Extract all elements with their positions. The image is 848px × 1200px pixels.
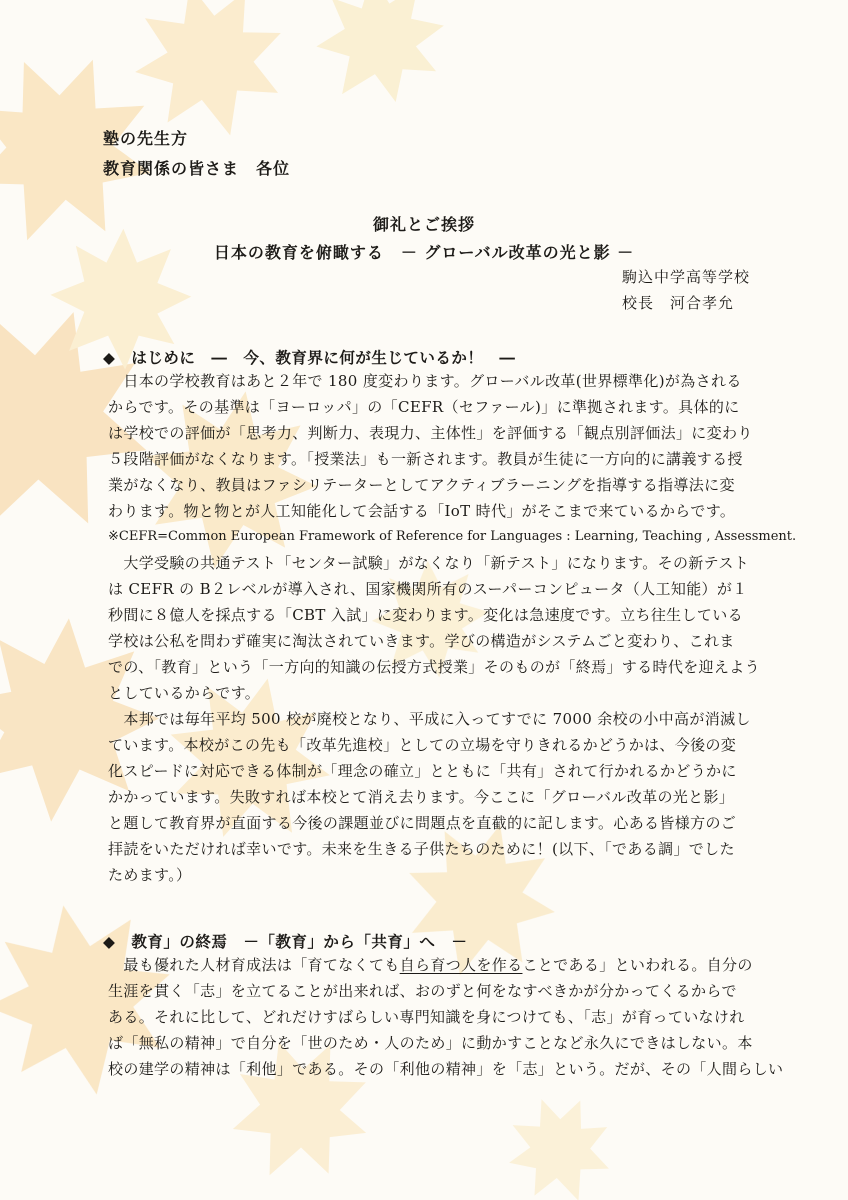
sender-school: 駒込中学高等学校 [622, 268, 751, 286]
addressee-line-1: 塾の先生方 [103, 129, 189, 148]
paragraph-line: 化スピードに対応できる体制が「理念の確立」とともに「共有」されて行かれるかどうかに [108, 762, 737, 780]
paragraph-line: 学校は公私を問わず確実に淘汰されていきます。学びの構造がシステムごと変わり、これま [108, 632, 735, 650]
section-1-heading: ◆ はじめに ― 今、教育界に何が生じているか！ ― [103, 348, 516, 367]
paragraph-line: は学校での評価が「思考力、判断力、表現力、主体性」を評価する「観点別評価法」に変わり [108, 424, 753, 442]
paragraph-line: ためます。） [108, 866, 192, 884]
paragraph-line: としているからです。 [108, 684, 261, 702]
text-segment: 最も優れた人材育成法は「育てなくても [108, 956, 400, 974]
document-subtitle: 日本の教育を俯瞰する － グローバル改革の光と影 － [213, 243, 635, 262]
paragraph-line: かかっています。失敗すれば本校とて消え去ります。今ここに「グローバル改革の光と影」 [108, 788, 735, 806]
paragraph-line: ５段階評価がなくなります。「授業法」も一新されます。教員が生徒に一方向的に講義する授 [108, 450, 743, 468]
paragraph-line: 日本の学校教育はあと２年で 180 度変わります。グローバル改革(世界標準化)が為される [108, 372, 742, 390]
paragraph-line: と題して教育界が直面する今後の課題並びに問題点を直截的に記します。心ある皆様方のご [108, 814, 737, 832]
cefr-note: ※CEFR=Common European Framework of Reference for Languages : Learning, Teaching , Assessment. [108, 529, 797, 544]
paragraph-line: 本邦では毎年平均 500 校が廃校となり、平成に入ってすでに 7000 余校の小中高が消滅し [108, 710, 751, 728]
paragraph-line: での、「教育」という「一方向的知識の伝授方式授業」そのものが「終焉」する時代を迎えよう [108, 658, 760, 676]
paragraph-line: わります。物と物とが人工知能化して会話する「IoT 時代」がそこまで来ているからです。 [108, 502, 736, 520]
paragraph-line: 生涯を貫く「志」を立てることが出来れば、おのずと何をなすべきかが分かってくるからで [108, 982, 737, 1000]
sender-principal: 校長 河合孝允 [622, 294, 735, 312]
addressee-line-2: 教育関係の皆さま 各位 [103, 159, 291, 178]
paragraph-line: 拝読をいただければ幸いです。未来を生きる子供たちのために！(以下、「である調」でした [108, 840, 735, 858]
paragraph-line: 校の建学の精神は「利他」である。その「利他の精神」を「志」という。だが、その「人間らしい [108, 1060, 784, 1078]
paragraph-line: 大学受験の共通テスト「センター試験」がなくなり「新テスト」になります。その新テスト [108, 554, 750, 572]
section-2-heading: ◆ 教育」の終焉 －「教育」から「共育」へ － [103, 932, 468, 951]
paragraph-line: 業がなくなり、教員はファシリテーターとしてアクティブラーニングを指導する指導法に変 [108, 476, 735, 494]
document-title: 御礼とご挨拶 [372, 215, 475, 234]
paragraph-line: からです。その基準は「ヨーロッパ」の「CEFR（セファール)」に準拠されます。具体的に [108, 398, 740, 416]
paragraph-line: は CEFR の B２レベルが導入され、国家機関所有のスーパーコンピュータ（人工知能）が１ [108, 580, 748, 598]
paragraph-line: ある。それに比して、どれだけすばらしい専門知識を身につけても、「志」が育っていなけれ [108, 1008, 745, 1026]
paragraph-line: 秒間に８億人を採点する「CBT 入試」に変わります。変化は急速度です。立ち往生している [108, 606, 743, 624]
paragraph-line [108, 952, 756, 978]
text-segment: ことである」といわれる。自分の [522, 956, 753, 974]
paragraph-line: ています。本校がこの先も「改革先進校」としての立場を守りきれるかどうかは、今後の変 [108, 736, 737, 754]
underlined-phrase: 自ら育つ人を作る [399, 956, 523, 974]
paragraph-line: ば「無私の精神」で自分を「世のため・人のため」に動かすことなど永久にできはしない。本 [108, 1034, 753, 1052]
